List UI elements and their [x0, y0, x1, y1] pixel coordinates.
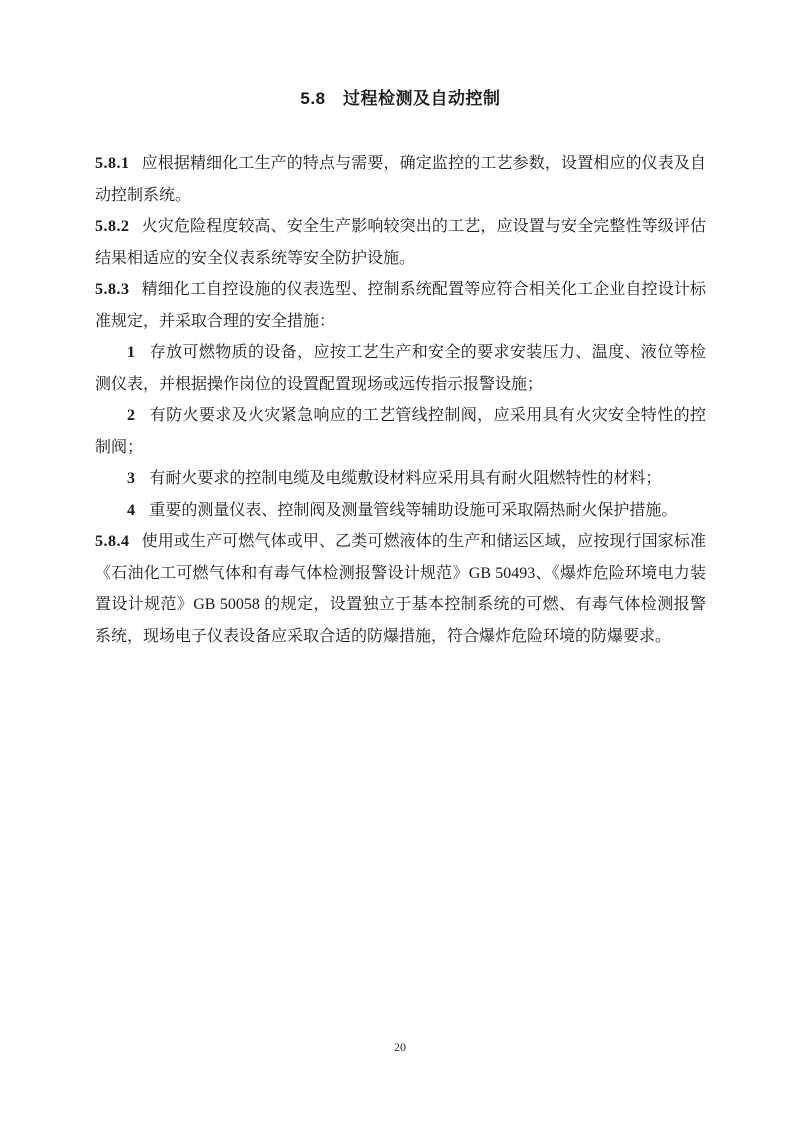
- clause-text: 精细化工自控设施的仪表选型、控制系统配置等应符合相关化工企业自控设计标准规定，并采取合理的安全措施：: [95, 281, 706, 330]
- clause-paragraph-584: [95, 526, 706, 652]
- clause-number: 5.8.4: [95, 533, 130, 550]
- clause-number: 5.8.1: [95, 155, 130, 172]
- list-item-number: 1: [127, 344, 135, 361]
- list-item-number: 2: [127, 407, 135, 424]
- list-item-number: 4: [127, 501, 135, 519]
- list-item-4: [95, 495, 706, 527]
- clause-number: 5.8.3: [95, 281, 130, 298]
- clause-paragraph-581: [95, 148, 706, 211]
- clause-text: 应根据精细化工生产的特点与需要，确定监控的工艺参数，设置相应的仪表及自动控制系统。: [95, 155, 706, 204]
- clause-text: 使用或生产可燃气体或甲、乙类可燃液体的生产和储运区域，应按现行国家标准《石油化工可燃气体和有毒气体检测报警设计规范》GB 50493、《爆炸危险环境电力装置设计规范》GB 50058 的规定，设置独立于基本控制系统的可燃、有毒气体检测报警系统，现场电子仪表设备应采取合适的防爆措施，符合爆炸危险环境的防爆要求。: [95, 533, 706, 645]
- page-number: 20: [394, 1040, 406, 1054]
- list-item-1: [95, 337, 706, 400]
- list-item-text: 存放可燃物质的设备，应按工艺生产和安全的要求安装压力、温度、液位等检测仪表，并根据操作岗位的设置配置现场或远传指示报警设施；: [95, 344, 706, 393]
- list-item-number: 3: [127, 470, 135, 487]
- section-heading: 5.8 过程检测及自动控制: [300, 89, 501, 108]
- list-item-text: 有耐火要求的控制电缆及电缆敷设材料应采用具有耐火阻燃特性的材料；: [149, 470, 662, 487]
- list-item-text: 有防火要求及火灾紧急响应的工艺管线控制阀，应采用具有火灾安全特性的控制阀；: [95, 407, 706, 456]
- clause-number: 5.8.2: [95, 218, 130, 235]
- list-item-3: [95, 463, 706, 495]
- list-item-text: 重要的测量仪表、控制阀及测量管线等辅助设施可采取隔热耐火保护措施。: [149, 501, 678, 519]
- clause-paragraph-583: [95, 274, 706, 337]
- clause-text: 火灾危险程度较高、安全生产影响较突出的工艺，应设置与安全完整性等级评估结果相适应的安全仪表系统等安全防护设施。: [95, 218, 706, 267]
- list-item-2: [95, 400, 706, 463]
- clause-paragraph-582: [95, 211, 706, 274]
